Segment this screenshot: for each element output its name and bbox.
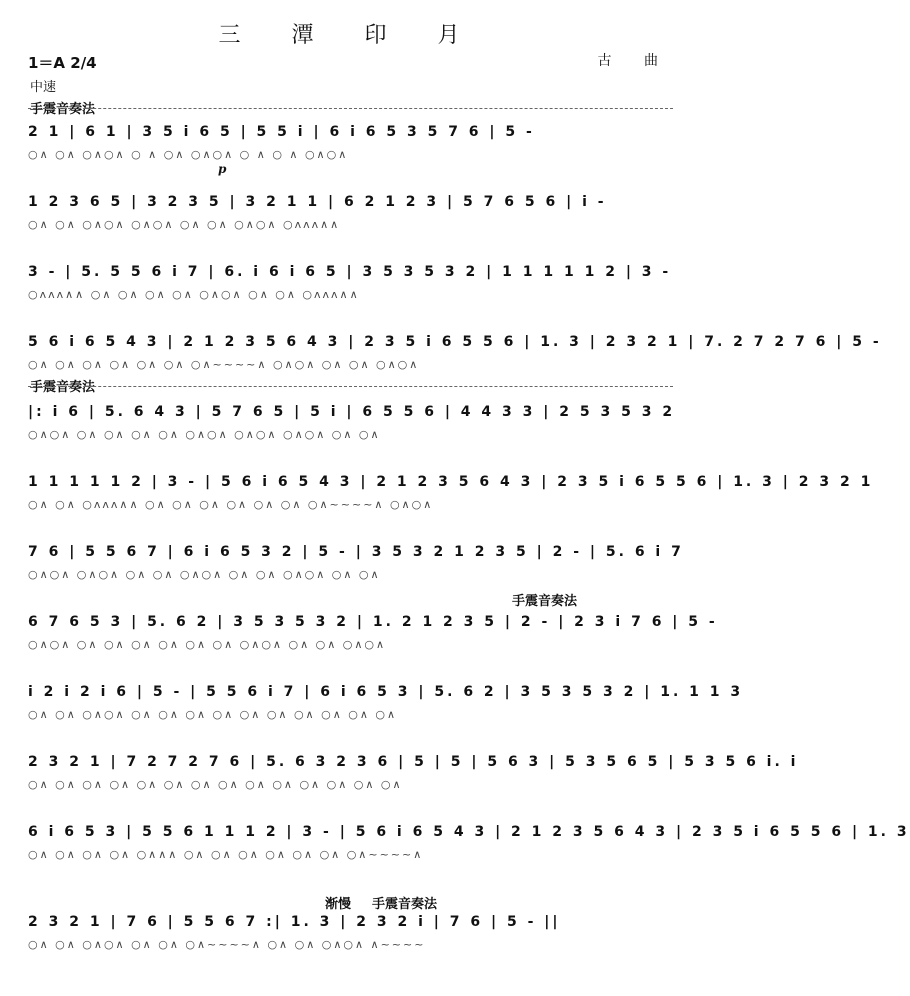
piece-title: 三 潭 印 月 xyxy=(218,23,482,48)
notation-line: 3 - | 5. 5 5 6 i 7 | 6. i 6 i 6 5 | 3 5 3 5 3 2 | 1 1 1 1 1 2 | 3 - xyxy=(28,264,672,280)
score-line xyxy=(28,906,673,960)
score-line xyxy=(28,466,874,520)
notation-line: i 2 i 2 i 6 | 5 - | 5 5 6 i 7 | 6 i 6 5 3 | 5. 6 2 | 3 5 3 5 3 2 | 1. 1 1 3 xyxy=(28,684,744,700)
notation-line: 6 i 6 5 3 | 5 5 6 1 1 1 2 | 3 - | 5 6 i 6 5 4 3 | 2 1 2 3 5 6 4 3 | 2 3 5 i 6 5 5 6 | 1. 3 xyxy=(28,824,910,840)
bowing-marks: ○∧○∧ ○∧○∧ ○∧ ○∧ ○∧○∧ ○∧ ○∧ ○∧○∧ ○∧ ○∧ xyxy=(28,568,381,581)
bowing-marks: ○∧ ○∧ ○∧ ○∧ ○∧ ○∧ ○∧~~~~∧ ○∧○∧ ○∧ ○∧ ○∧○∧ xyxy=(28,358,420,371)
technique-label: 手震音奏法 xyxy=(30,102,96,117)
score-line xyxy=(28,536,684,590)
technique-extension-line xyxy=(28,386,673,387)
bowing-marks: ○∧ ○∧ ○ʌʌʌ∧∧ ○∧ ○∧ ○∧ ○∧ ○∧ ○∧ ○∧~~~~∧ ○∧○∧ xyxy=(28,498,434,511)
notation-line: |: i 6 | 5. 6 4 3 | 5 7 6 5 | 5 i | 6 5 5 6 | 4 4 3 3 | 2 5 3 5 3 2 xyxy=(28,404,676,420)
tempo-marking: 中速 xyxy=(30,80,57,95)
technique-label: 手震音奏法 xyxy=(372,897,438,912)
score-line xyxy=(28,676,744,730)
technique-label: 手震音奏法 xyxy=(512,594,578,609)
score-line xyxy=(28,116,673,170)
bowing-marks: ○∧ ○∧ ○∧ ○∧ ○∧ ○∧ ○∧ ○∧ ○∧ ○∧ ○∧ ○∧ ○∧ ○∧ xyxy=(28,778,403,791)
bowing-marks: ○∧○∧ ○∧ ○∧ ○∧ ○∧ ○∧○∧ ○∧○∧ ○∧○∧ ○∧ ○∧ xyxy=(28,428,381,441)
notation-line: 2 1 | 6 1 | 3 5 i 6 5 | 5 5 i | 6 i 6 5 3 5 7 6 | 5 - xyxy=(28,124,535,140)
score-line xyxy=(28,256,673,310)
bowing-marks: ○∧ ○∧ ○∧○∧ ○∧ ○∧ ○∧ ○∧ ○∧ ○∧ ○∧ ○∧ ○∧ ○∧ xyxy=(28,708,398,721)
bowing-marks: ○∧ ○∧ ○∧ ○∧ ○∧∧∧ ○∧ ○∧ ○∧ ○∧ ○∧ ○∧ ○∧~~~~∧ xyxy=(28,848,424,861)
score-line xyxy=(28,816,910,870)
notation-line: 1 1 1 1 1 2 | 3 - | 5 6 i 6 5 4 3 | 2 1 2 3 5 6 4 3 | 2 3 5 i 6 5 5 6 | 1. 3 | 2 3 2 1 xyxy=(28,474,874,490)
bowing-marks: ○∧○∧ ○∧ ○∧ ○∧ ○∧ ○∧ ○∧ ○∧○∧ ○∧ ○∧ ○∧○∧ xyxy=(28,638,387,651)
composer-label: 古 曲 xyxy=(597,53,672,69)
slowing-marking: 渐慢 xyxy=(325,897,352,912)
bowing-marks: ○∧ ○∧ ○∧○∧ ○∧ ○∧ ○∧~~~~∧ ○∧ ○∧ ○∧○∧ ∧~~~~ xyxy=(28,938,426,951)
notation-line: 2 3 2 1 | 7 6 | 5 5 6 7 :| 1. 3 | 2 3 2 i | 7 6 | 5 - || xyxy=(28,914,561,930)
notation-line: 5 6 i 6 5 4 3 | 2 1 2 3 5 6 4 3 | 2 3 5 i 6 5 5 6 | 1. 3 | 2 3 2 1 | 7. 2 7 2 7 6 | 5 - xyxy=(28,334,882,350)
score-line xyxy=(28,746,799,800)
score-line xyxy=(28,326,882,380)
score-line xyxy=(28,186,673,240)
bowing-marks: ○ʌʌʌ∧∧ ○∧ ○∧ ○∧ ○∧ ○∧○∧ ○∧ ○∧ ○ʌʌʌ∧∧ xyxy=(28,288,360,301)
notation-line: 1 2 3 6 5 | 3 2 3 5 | 3 2 1 1 | 6 2 1 2 3 | 5 7 6 5 6 | i - xyxy=(28,194,607,210)
notation-line: 2 3 2 1 | 7 2 7 2 7 6 | 5. 6 3 2 3 6 | 5 | 5 | 5 6 3 | 5 3 5 6 5 | 5 3 5 6 i. i xyxy=(28,754,799,770)
bowing-marks: ○∧ ○∧ ○∧○∧ ○∧○∧ ○∧ ○∧ ○∧○∧ ○ʌʌʌ∧∧ xyxy=(28,218,341,231)
bowing-marks: ○∧ ○∧ ○∧○∧ ○ ∧ ○∧ ○∧○∧ ○ ∧ ○ ∧ ○∧○∧ xyxy=(28,148,349,161)
key-signature: 1＝A 2/4 xyxy=(28,54,97,72)
notation-line: 6 7 6 5 3 | 5. 6 2 | 3 5 3 5 3 2 | 1. 2 1 2 3 5 | 2 - | 2 3 i 7 6 | 5 - xyxy=(28,614,718,630)
notation-line: 7 6 | 5 5 6 7 | 6 i 6 5 3 2 | 5 - | 3 5 3 2 1 2 3 5 | 2 - | 5. 6 i 7 xyxy=(28,544,684,560)
dynamic-marking: p xyxy=(218,162,227,176)
score-line xyxy=(28,396,676,450)
technique-extension-line xyxy=(28,108,673,109)
technique-label: 手震音奏法 xyxy=(30,380,96,395)
score-line xyxy=(28,606,718,660)
